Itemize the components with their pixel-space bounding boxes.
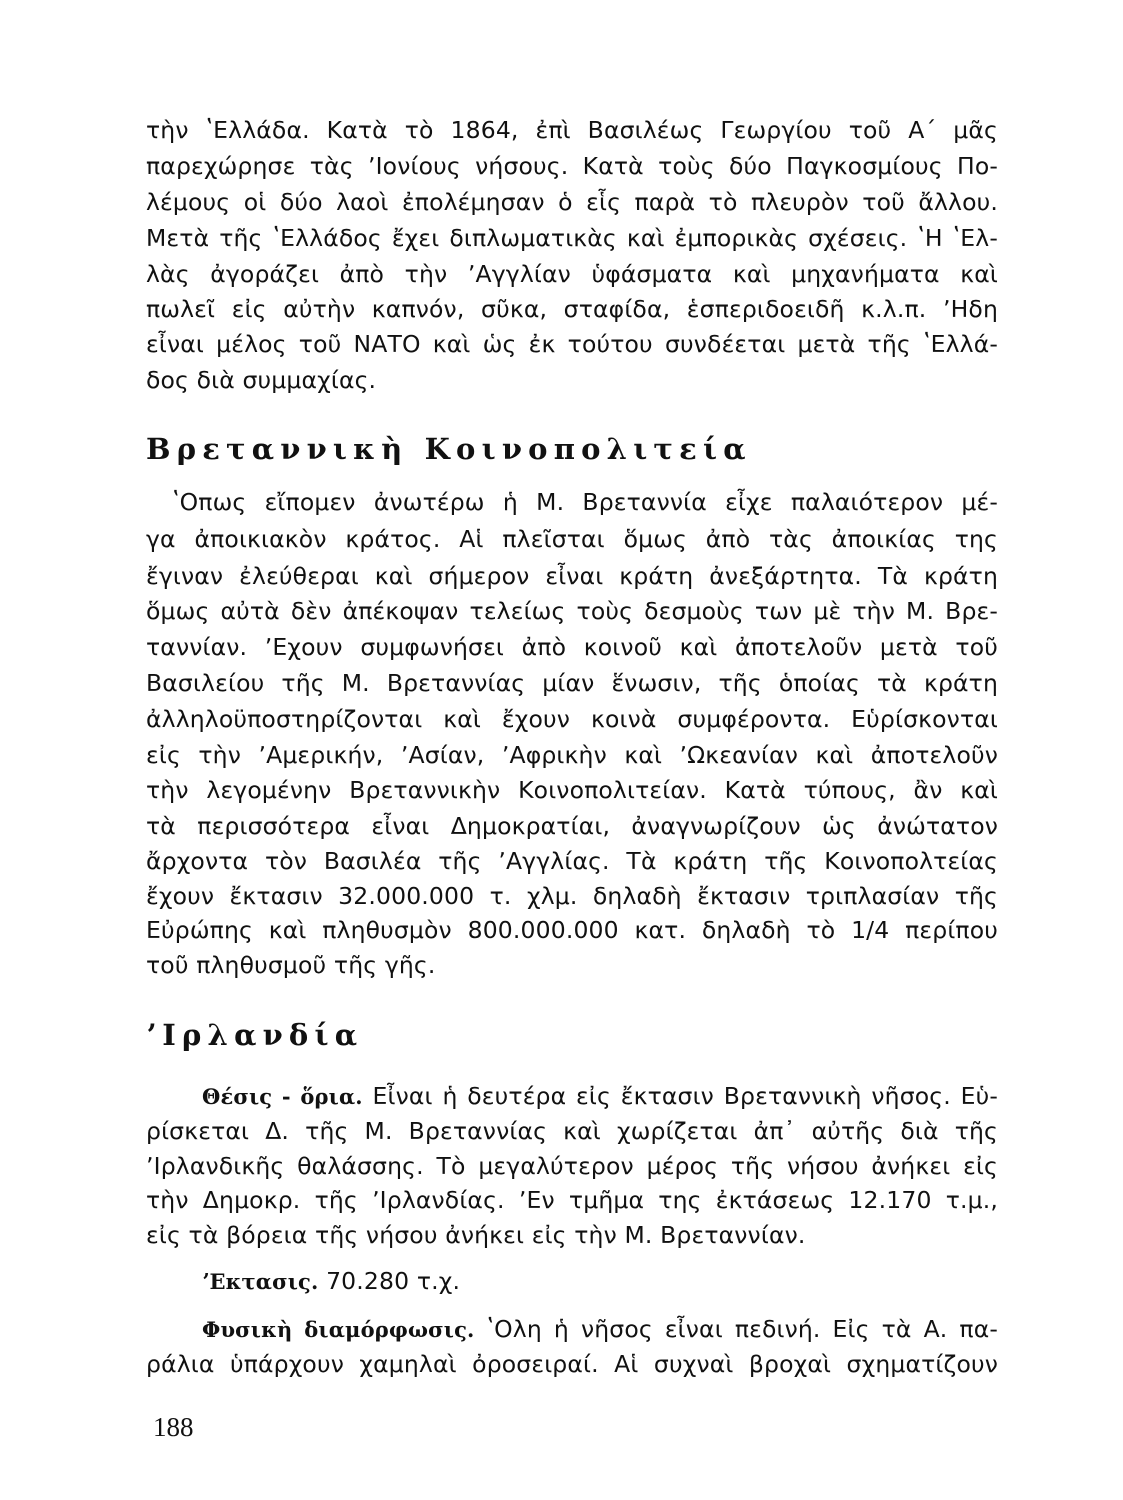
text-line: λέμους οἱ δύο λαοὶ ἐπολέμησαν ὁ εἷς παρὰ τὸ πλευρὸν τοῦ ἄλλου. <box>146 188 998 216</box>
text-line: ἔχουν ἔκτασιν 32.000.000 τ. χλμ. δηλαδὴ ἔκτασιν τριπλασίαν τῆς <box>146 882 998 910</box>
text-line: δος διὰ συμμαχίας. <box>146 366 377 394</box>
section-heading-ireland: ʼΙρλανδία <box>146 1018 364 1052</box>
physical-label: Φυσικὴ διαμόρφωσις. <box>202 1317 475 1342</box>
text-line: ράλια ὑπάρχουν χαμηλαὶ ὀροσειραί. Αἱ συχναὶ βροχαὶ σχηματίζουν <box>146 1350 998 1378</box>
text-line: τὴν Δημοκρ. τῆς ʼΙρλανδίας. ʼΕν τμῆμα της ἐκτάσεως 12.170 τ.μ., <box>146 1186 998 1214</box>
text-line: γα ἀποικιακὸν κράτος. Αἱ πλεῖσται ὅμως ἀπὸ τὰς ἀποικίας της <box>146 525 998 553</box>
page-number: 188 <box>153 1412 194 1442</box>
text-line <box>202 1080 998 1113</box>
text-line: τὴν ʽΕλλάδα. Κατὰ τὸ 1864, ἐπὶ Βασιλέως Γεωργίου τοῦ Α΄ μᾶς <box>146 116 998 144</box>
text-line: ὅμως αὐτὰ δὲν ἀπέκοψαν τελείως τοὺς δεσμοὺς των μὲ τὴν Μ. Βρε- <box>146 597 998 625</box>
text-line: Μετὰ τῆς ʽΕλλάδος ἔχει διπλωματικὰς καὶ ἐμπορικὰς σχέσεις. ʽΗ ʽΕλ- <box>146 224 998 252</box>
text-line: εἰς τὰ βόρεια τῆς νήσου ἀνήκει εἰς τὴν Μ. Βρεταννίαν. <box>146 1221 806 1249</box>
text-line: ρίσκεται Δ. τῆς Μ. Βρεταννίας καὶ χωρίζεται ἀπ᾽ αὐτῆς διὰ τῆς <box>146 1117 998 1145</box>
text-line: εἰς τὴν ʼΑμερικήν, ʼΑσίαν, ʼΑφρικὴν καὶ ʼΩκεανίαν καὶ ἀποτελοῦν <box>146 741 998 769</box>
text-line: ἔγιναν ἐλεύθεραι καὶ σήμερον εἶναι κράτη ἀνεξάρτητα. Τὰ κράτη <box>146 562 998 590</box>
text-line: τὴν λεγομένην Βρεταννικὴν Κοινοπολιτείαν. Κατὰ τύπους, ἂν καὶ <box>146 776 998 804</box>
text-line: παρεχώρησε τὰς ʼΙονίους νήσους. Κατὰ τοὺς δύο Παγκοσμίους Πο- <box>146 152 998 180</box>
area-label: ʼΕκτασις. <box>202 1269 319 1294</box>
text-line: εἶναι μέλος τοῦ ΝΑΤΟ καὶ ὡς ἐκ τούτου συνδέεται μετὰ τῆς ʽΕλλά- <box>146 330 998 358</box>
physical-text: ʽΟλη ἡ νῆσος εἶναι πεδινή. Εἰς τὰ Α. πα- <box>486 1315 999 1343</box>
text-line: τοῦ πληθυσμοῦ τῆς γῆς. <box>146 951 436 979</box>
text-line <box>202 1313 998 1346</box>
position-text: Εἶναι ἡ δευτέρα εἰς ἔκτασιν Βρεταννικὴ νῆσος. Εὑ- <box>372 1082 998 1110</box>
text-line: ἀλληλοϋποστηρίζονται καὶ ἔχουν κοινὰ συμφέροντα. Εὑρίσκονται <box>146 705 998 733</box>
position-label: Θέσις - ὅρια. <box>202 1084 363 1109</box>
text-line: λὰς ἀγοράζει ἀπὸ τὴν ʼΑγγλίαν ὑφάσματα καὶ μηχανήματα καὶ <box>146 260 998 288</box>
area-value: 70.280 τ.χ. <box>326 1267 461 1295</box>
section-heading-commonwealth: Βρεταννικὴ Κοινοπολιτεία <box>146 432 752 466</box>
text-line: ταννίαν. ʼΕχουν συμφωνήσει ἀπὸ κοινοῦ καὶ ἀποτελοῦν μετὰ τοῦ <box>146 633 998 661</box>
text-line: ἄρχοντα τὸν Βασιλέα τῆς ʼΑγγλίας. Τὰ κράτη τῆς Κοινοπολτείας <box>146 847 998 875</box>
text-line: Βασιλείου τῆς Μ. Βρεταννίας μίαν ἕνωσιν, τῆς ὁποίας τὰ κράτη <box>146 669 998 697</box>
text-line: ʽΟπως εἴπομεν ἀνωτέρω ἡ Μ. Βρεταννία εἶχε παλαιότερον μέ- <box>172 488 998 516</box>
text-line: πωλεῖ εἰς αὐτὴν καπνόν, σῦκα, σταφίδα, ἑσπεριδοειδῆ κ.λ.π. ʼΗδη <box>146 295 998 323</box>
text-line: τὰ περισσότερα εἶναι Δημοκρατίαι, ἀναγνωρίζουν ὡς ἀνώτατον <box>146 812 998 840</box>
text-line: ʼΙρλανδικῆς θαλάσσης. Τὸ μεγαλύτερον μέρος τῆς νήσου ἀνήκει εἰς <box>146 1152 998 1180</box>
ireland-area-line <box>202 1265 460 1298</box>
text-line: Εὐρώπης καὶ πληθυσμὸν 800.000.000 κατ. δηλαδὴ τὸ 1/4 περίπου <box>146 916 998 944</box>
